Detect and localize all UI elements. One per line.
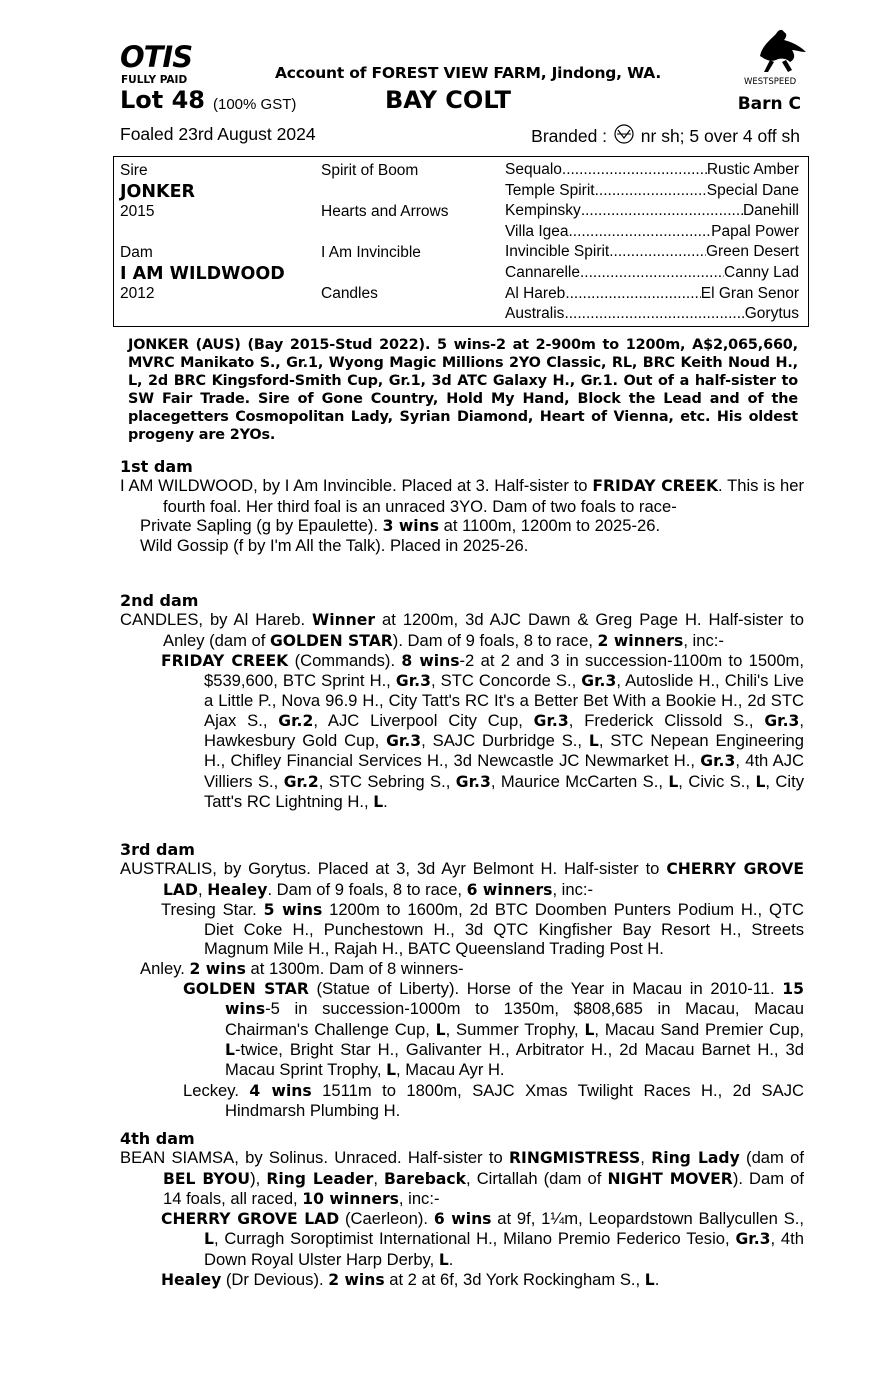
otis-logo-text: OTIS xyxy=(120,40,193,74)
section-title: 3rd dam xyxy=(120,840,195,859)
sire-year: 2015 xyxy=(120,203,155,220)
progeny-entry: FRIDAY CREEK (Commands). 8 wins-2 at 2 and 3 in succession-1100m to 1500m, $539,600, BTC Sprint H., Gr.3, STC Concorde S., Gr.3, Autoslide H., Chili's Live a Little P., Nova 96.9 H., City Tatt's RC It's a Better Bet With a Bookie H., 2d STC Ajax S., Gr.2, AJC Liverpool City Cup, Gr.3, Frederick Clissold S., Gr.3, Hawkesbury Gold Cup, Gr.3, SAJC Durbridge S., L, STC Nepean Engineering H., Chifley Financial Services H., 3d Newcastle JC Newmarket H., Gr.3, 4th AJC Villiers S., Gr.2, STC Sebring S., Gr.3, Maurice McCarten S., L, Civic S., L, City Tatt's RC Lightning H., L. xyxy=(161,650,805,811)
gst-note: (100% GST) xyxy=(213,96,297,113)
section-title: 4th dam xyxy=(120,1129,195,1148)
progeny-entry: Tresing Star. 5 wins 1200m to 1600m, 2d BTC Doomben Punters Podium H., QTC Diet Coke H., Punchestown H., 3d QTC Kingfisher Bay Resort H., Streets Magnum Mile H., Rajah H., BATC Queensland Trading Post H. xyxy=(161,899,804,959)
g3-sire: Danehill xyxy=(742,202,799,219)
progeny-entry: Leckey. 4 wins 1511m to 1800m, SAJC Xmas Twilight Races H., 2d SAJC Hindmarsh Plumbing H. xyxy=(183,1080,804,1120)
g3-sire: Rustic Amber xyxy=(706,161,799,178)
pedigree-dam-sire: I Am Invincible xyxy=(321,244,421,261)
g3-horse: Temple Spirit xyxy=(505,182,595,199)
g3-sire: El Gran Senor xyxy=(700,285,799,302)
otis-fully-paid-text: FULLY PAID xyxy=(121,74,188,86)
third-dam-section xyxy=(120,840,804,1120)
section-title: 2nd dam xyxy=(120,591,199,610)
dam-paragraph: I AM WILDWOOD, by I Am Invincible. Placed at 3. Half-sister to FRIDAY CREEK. This is her fourth foal. Her third foal is an unraced 3YO. Dam of two foals to race- xyxy=(120,476,804,516)
g3-sire: Special Dane xyxy=(706,182,799,199)
pedigree-dam-dam: Candles xyxy=(321,285,378,302)
pedigree-g3-row xyxy=(505,223,799,241)
progeny-entry: CHERRY GROVE LAD (Caerleon). 6 wins at 9f, 1¼m, Leopardstown Ballycullen S., L, Curragh Soroptimist International H., Milano Premio Federico Tesio, Gr.3, 4th Down Royal Ulster Harp Derby, L. xyxy=(161,1209,804,1269)
pedigree-g3-row xyxy=(505,305,799,323)
progeny-entry: Wild Gossip (f by I'm All the Talk). Placed in 2025-26. xyxy=(140,536,529,556)
first-dam-section xyxy=(120,457,804,555)
g3-horse: Cannarelle xyxy=(505,264,580,281)
progeny-entry: Private Sapling (g by Epaulette). 3 wins at 1100m, 1200m to 2025-26. xyxy=(140,515,661,535)
g3-sire: Canny Lad xyxy=(724,264,799,281)
pedigree-g3-row xyxy=(505,264,799,282)
progeny-entry: Anley. 2 wins at 1300m. Dam of 8 winners- xyxy=(140,958,464,978)
second-dam-section xyxy=(120,591,804,812)
section-title: 1st dam xyxy=(120,457,193,476)
pedigree-g3-row xyxy=(505,161,799,179)
pedigree-sire-dam: Hearts and Arrows xyxy=(321,203,449,220)
sire-summary: JONKER (AUS) (Bay 2015-Stud 2022). 5 wins-2 at 2-900m to 1200m, A$2,065,660, MVRC Manikato S., Gr.1, Wyong Magic Millions 2YO Classic, RL, BRC Keith Noud H., L, 2d BRC Kingsford-Smith Cup, Gr.1, 3d ATC Galaxy H., Gr.1. Out of a half-sister to SW Fair Trade. Sire of Gone Country, Hold My Hand, Block the Lead and of the placegetters Cosmopolitan Lady, Syrian Diamond, Heart of Vienna, etc. His oldest progeny are 2YOs. xyxy=(128,337,798,444)
g3-horse: Kempinsky xyxy=(505,202,581,219)
pedigree-g3-row xyxy=(505,285,799,303)
g3-sire: Gorytus xyxy=(744,305,799,322)
dam-paragraph: BEAN SIAMSA, by Solinus. Unraced. Half-sister to RINGMISTRESS, Ring Lady (dam of BEL BYOU), Ring Leader, Bareback, Cirtallah (dam of NIGHT MOVER). Dam of 14 foals, all raced, 10 winners, inc:- xyxy=(120,1148,805,1208)
sire-label: Sire xyxy=(120,162,148,179)
dam-label: Dam xyxy=(120,244,153,261)
g3-horse: Australis xyxy=(505,305,565,322)
branded-prefix: Branded : xyxy=(531,126,608,146)
pedigree-g3-row xyxy=(505,202,799,220)
horse-description: BAY COLT xyxy=(385,86,512,114)
pedigree-g3-row xyxy=(505,182,799,200)
g3-sire: Papal Power xyxy=(711,223,799,240)
pedigree-sire-sire: Spirit of Boom xyxy=(321,162,419,179)
brand-info xyxy=(531,124,800,147)
dam-year: 2012 xyxy=(120,285,155,302)
pedigree-g3-row xyxy=(505,243,799,261)
g3-horse: Villa Igea xyxy=(505,223,569,240)
vendor-account: Account of FOREST VIEW FARM, Jindong, WA. xyxy=(275,64,662,82)
g3-sire: Green Desert xyxy=(705,243,799,260)
dam-name: I AM WILDWOOD xyxy=(120,264,285,284)
progeny-entry: Healey (Dr Devious). 2 wins at 2 at 6f, 3d York Rockingham S., L. xyxy=(161,1270,660,1290)
sire-name: JONKER xyxy=(120,182,196,202)
fourth-dam-section xyxy=(120,1129,804,1290)
g3-horse: Al Hareb xyxy=(505,285,566,302)
progeny-entry: GOLDEN STAR (Statue of Liberty). Horse of the Year in Macau in 2010-11. 15 wins-5 in succession-1000m to 1350m, $808,685 in Macau, Macau Chairman's Challenge Cup, L, Summer Trophy, L, Macau Sand Premier Cup, L-twice, Bright Star H., Galivanter H., Arbitrator H., 2d Macau Barnet H., 3d Macau Sprint Trophy, L, Macau Ayr H. xyxy=(183,979,805,1080)
g3-horse: Invincible Spirit xyxy=(505,243,610,260)
brand-mark-icon xyxy=(612,124,636,144)
dam-paragraph: AUSTRALIS, by Gorytus. Placed at 3, 3d Ayr Belmont H. Half-sister to CHERRY GROVE LAD, Healey. Dam of 9 foals, 8 to race, 6 winners, inc:- xyxy=(120,859,804,899)
foaled-date: Foaled 23rd August 2024 xyxy=(120,124,316,144)
otis-logo xyxy=(120,40,210,86)
g3-horse: Sequalo xyxy=(505,161,562,178)
barn-label: Barn C xyxy=(737,94,801,114)
lot-number: Lot 48 xyxy=(120,86,206,114)
dam-paragraph: CANDLES, by Al Hareb. Winner at 1200m, 3d AJC Dawn & Greg Page H. Half-sister to Anley (dam of GOLDEN STAR). Dam of 9 foals, 8 to race, 2 winners, inc:- xyxy=(120,610,804,650)
westspeed-label: WESTSPEED xyxy=(744,77,797,87)
branded-suffix: nr sh; 5 over 4 off sh xyxy=(640,126,800,146)
